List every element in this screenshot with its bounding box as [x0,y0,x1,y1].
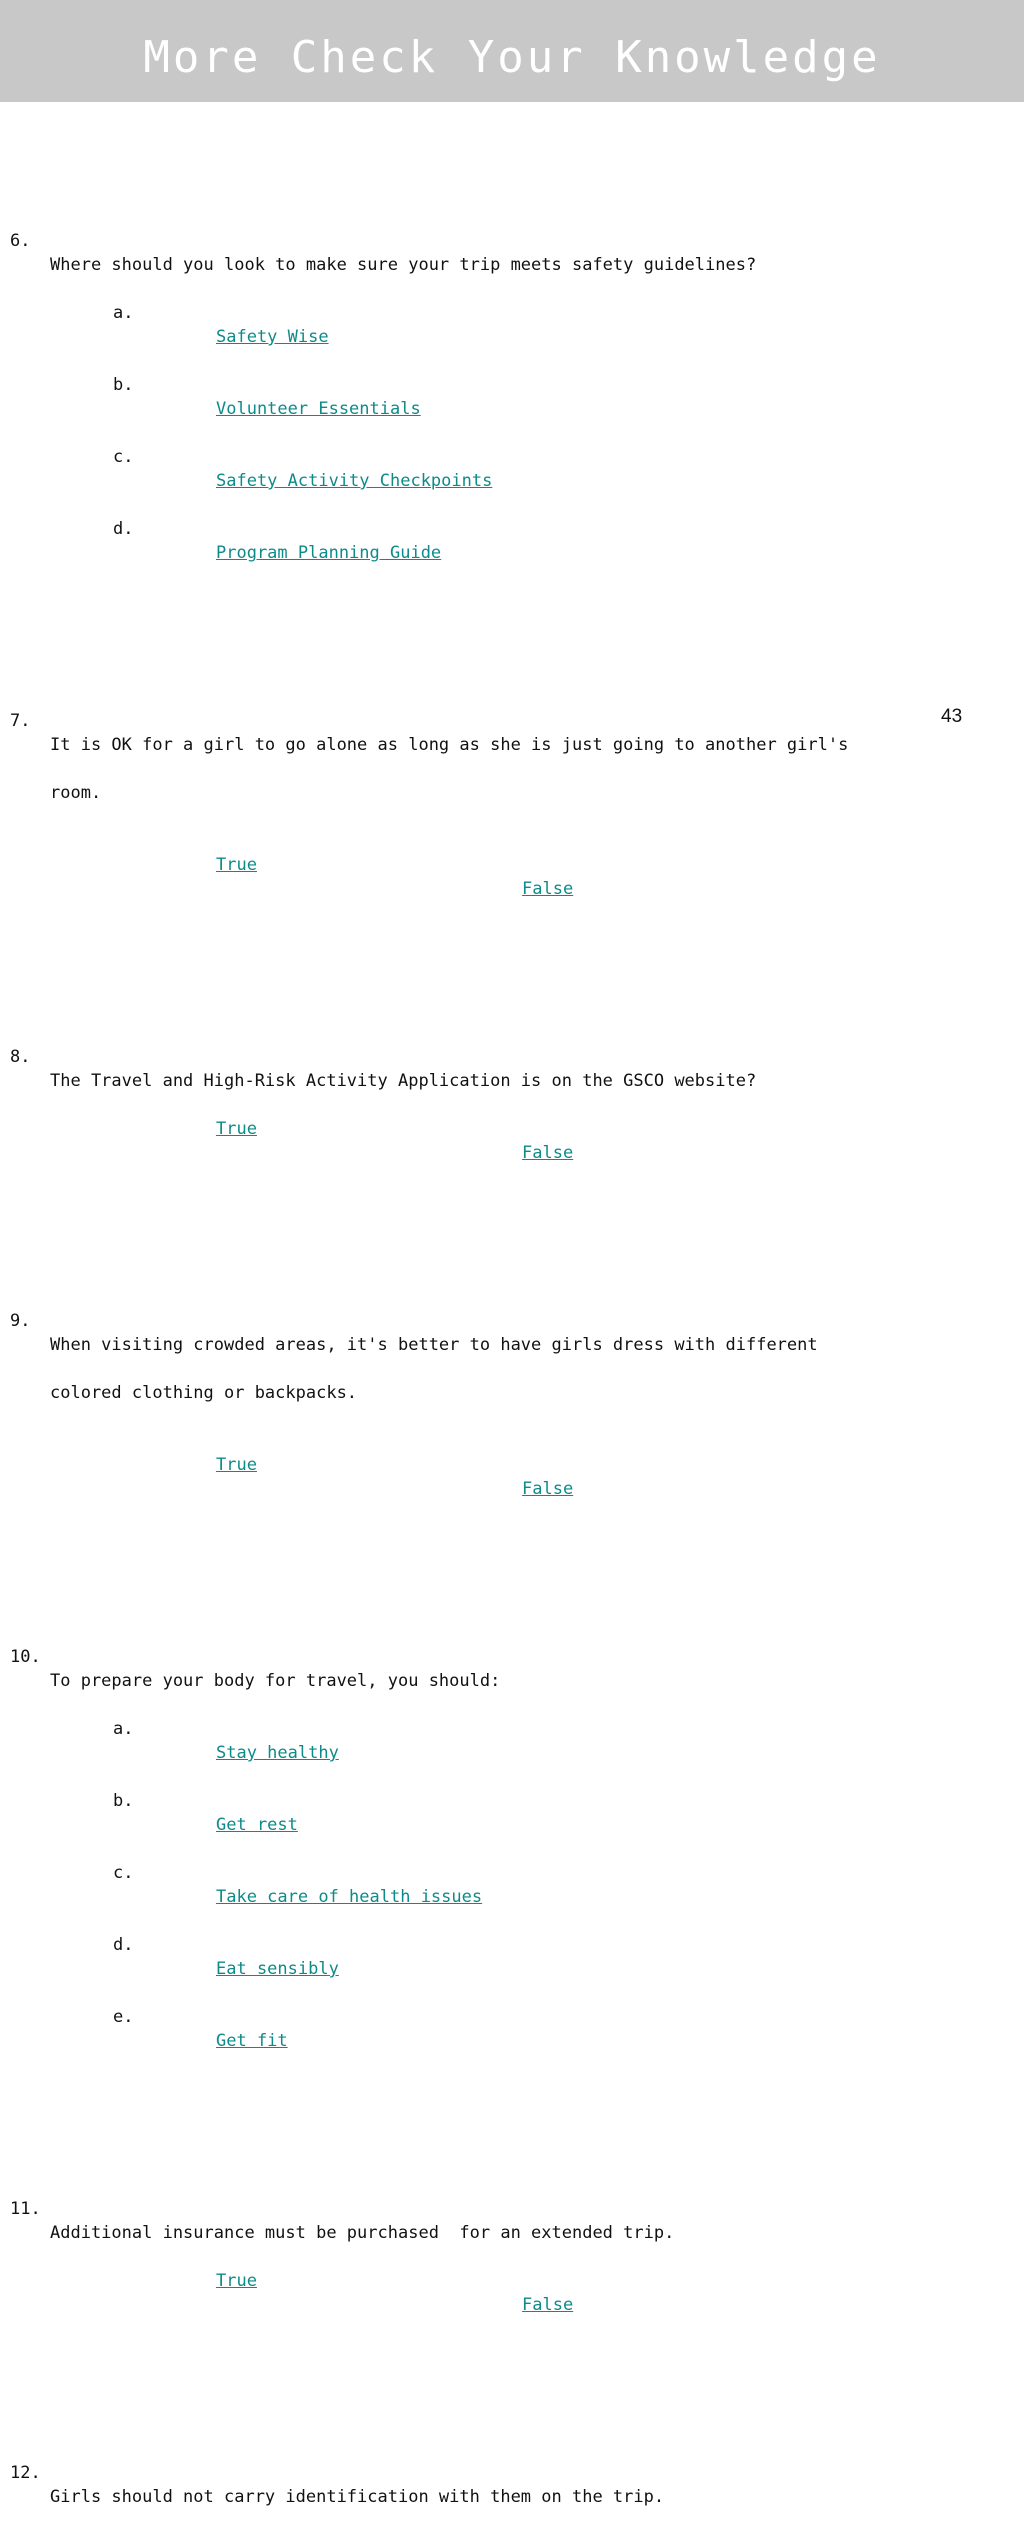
title-bar [0,0,1024,102]
question-number: 6. [10,231,31,251]
question-text: colored clothing or backpacks. [50,1383,358,1403]
question-number: 9. [10,1311,31,1331]
option-row [0,1693,1024,1763]
spacer [0,2317,1024,2341]
option-row [0,277,1024,347]
false-link[interactable]: False [522,1479,574,1499]
question-text: Girls should not carry identification with them on the trip. [50,2487,665,2507]
option-row [0,1909,1024,1979]
false-link[interactable]: False [522,879,574,899]
question-8 [0,1021,1024,1091]
true-link[interactable]: True [216,2271,257,2291]
question-9 [0,1285,1024,1355]
question-text: When visiting crowded areas, it's better to have girls dress with different [50,1335,818,1355]
question-number: 12. [10,2463,41,2483]
true-false-row [0,829,1024,899]
question-6 [0,205,1024,275]
option-row [0,421,1024,491]
option-letter: d. [113,1935,134,1955]
option-letter: c. [113,447,134,467]
question-12 [0,2437,1024,2507]
option-link-stay-healthy[interactable]: Stay healthy [216,1743,339,1763]
option-row [0,349,1024,419]
option-link-safety-wise[interactable]: Safety Wise [216,327,329,347]
option-letter: d. [113,519,134,539]
question-9-cont [0,1357,1024,1403]
question-text: The Travel and High-Risk Activity Application is on the GSCO website? [50,1071,757,1091]
option-row [0,1837,1024,1907]
true-false-row [0,1093,1024,1163]
question-number: 8. [10,1047,31,1067]
spacer [0,1165,1024,1189]
option-letter: b. [113,1791,134,1811]
true-false-row [0,1429,1024,1499]
question-number: 7. [10,711,31,731]
false-link[interactable]: False [522,2295,574,2315]
option-row [0,1765,1024,1835]
option-letter: e. [113,2007,134,2027]
question-number: 10. [10,1647,41,1667]
option-link-volunteer-essentials[interactable]: Volunteer Essentials [216,399,421,419]
slide-title: More Check Your Knowledge [143,32,881,83]
spacer [0,901,1024,925]
quiz-content [0,109,1024,2507]
option-link-eat-sensibly[interactable]: Eat sensibly [216,1959,339,1979]
option-row [0,1981,1024,2051]
question-text: It is OK for a girl to go alone as long as she is just going to another girl's [50,735,849,755]
option-link-get-rest[interactable]: Get rest [216,1815,298,1835]
true-false-row [0,2245,1024,2315]
option-row [0,493,1024,563]
option-link-safety-activity-checkpoints[interactable]: Safety Activity Checkpoints [216,471,493,491]
question-text: Additional insurance must be purchased for an extended trip. [50,2223,675,2243]
option-link-program-planning-guide[interactable]: Program Planning Guide [216,543,442,563]
option-letter: c. [113,1863,134,1883]
question-7-cont [0,757,1024,803]
option-link-take-care-of-health-issues[interactable]: Take care of health issues [216,1887,483,1907]
true-link[interactable]: True [216,1455,257,1475]
option-link-get-fit[interactable]: Get fit [216,2031,288,2051]
page-number: 43 [941,706,963,727]
question-10 [0,1621,1024,1691]
question-11 [0,2173,1024,2243]
question-text: Where should you look to make sure your trip meets safety guidelines? [50,255,757,275]
spacer [0,565,1024,589]
option-letter: a. [113,303,134,323]
question-text: To prepare your body for travel, you should: [50,1671,501,1691]
false-link[interactable]: False [522,1143,574,1163]
option-letter: b. [113,375,134,395]
option-letter: a. [113,1719,134,1739]
spacer [0,1501,1024,1525]
question-number: 11. [10,2199,41,2219]
spacer [0,2053,1024,2077]
question-text: room. [50,783,102,803]
true-link[interactable]: True [216,1119,257,1139]
true-link[interactable]: True [216,855,257,875]
